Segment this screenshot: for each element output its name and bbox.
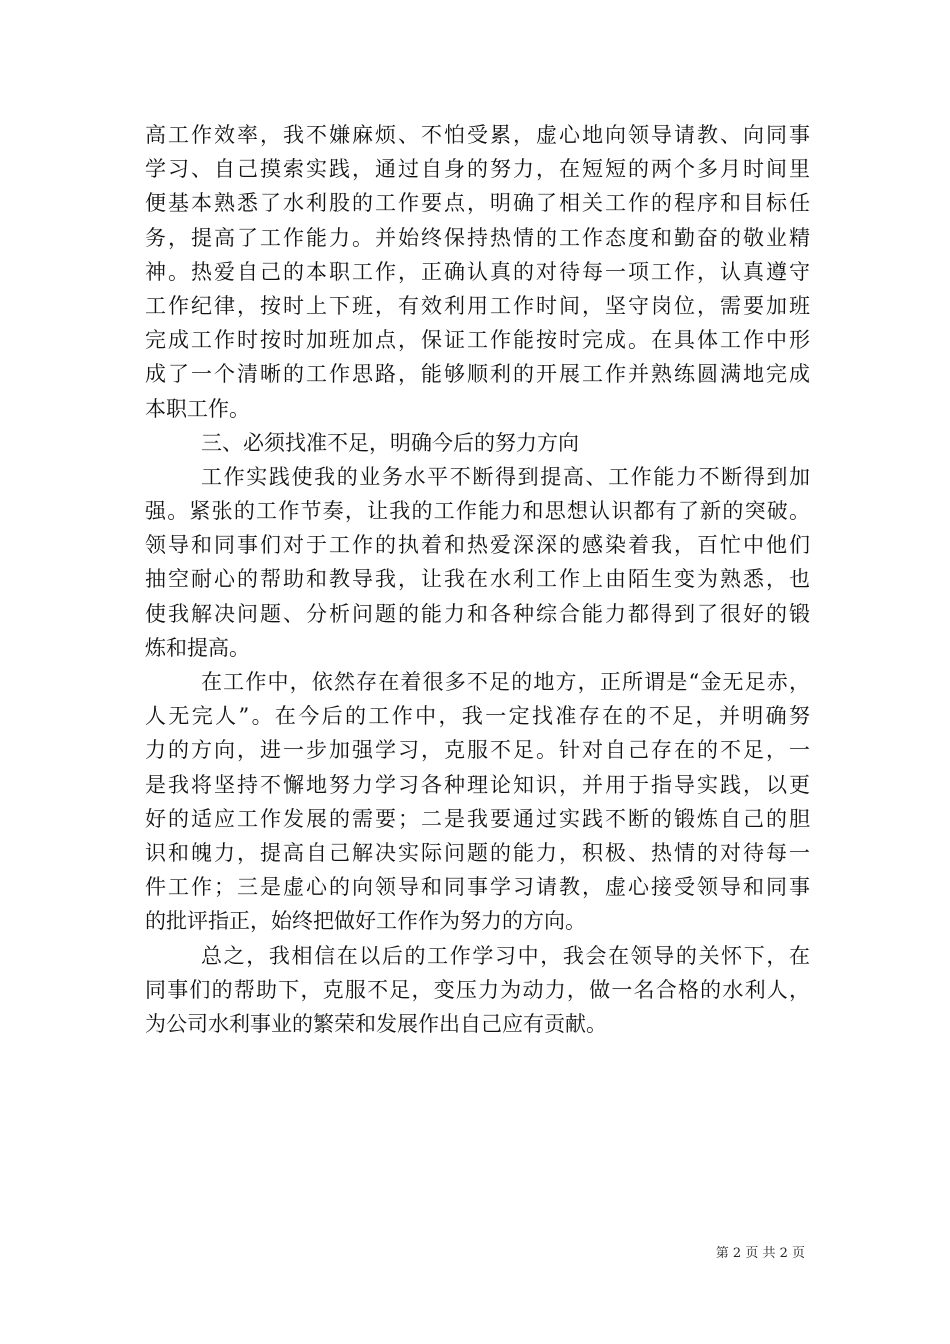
text-line: 高工作效率，我不嫌麻烦、不怕受累，虚心地向领导请教、向同事 xyxy=(145,123,810,147)
text-line: 炼和提高。 xyxy=(145,635,250,660)
text-line: 本职工作。 xyxy=(145,396,250,421)
text-line: 好的适应工作发展的需要；二是我要通过实践不断的锻炼自己的胆 xyxy=(145,806,810,831)
text-line: 件工作；三是虚心的向领导和同事学习请教，虚心接受领导和同事 xyxy=(145,875,810,900)
text-line: 领导和同事们对于工作的执着和热爱深深的感染着我，百忙中他们 xyxy=(145,533,810,558)
text-line: 是我将坚持不懈地努力学习各种理论知识，并用于指导实践，以更 xyxy=(145,772,810,797)
document-body xyxy=(145,118,810,1041)
text-line: 务，提高了工作能力。并始终保持热情的工作态度和勤奋的敬业精 xyxy=(145,225,810,250)
text-line: 成了一个清晰的工作思路，能够顺利的开展工作并熟练圆满地完成 xyxy=(145,362,810,387)
section-heading: 三、必须找准不足，明确今后的努力方向 xyxy=(201,430,579,455)
text-line: 工作实践使我的业务水平不断得到提高、工作能力不断得到加 xyxy=(201,464,810,489)
text-line: 工作纪律，按时上下班，有效利用工作时间，坚守岗位，需要加班 xyxy=(145,293,810,318)
text-line: 为公司水利事业的繁荣和发展作出自己应有贡献。 xyxy=(145,1011,607,1036)
text-line: 总之，我相信在以后的工作学习中，我会在领导的关怀下，在 xyxy=(201,943,810,968)
text-line: 使我解决问题、分析问题的能力和各种综合能力都得到了很好的锻 xyxy=(145,601,810,626)
page-number: 第 2 页 共 2 页 xyxy=(715,1246,805,1261)
text-line: 学习、自己摸索实践，通过自身的努力，在短短的两个多月时间里 xyxy=(145,157,810,182)
text-line: 力的方向，进一步加强学习，克服不足。针对自己存在的不足，一 xyxy=(145,738,810,763)
text-line: 人无完人”。在今后的工作中，我一定找准存在的不足，并明确努 xyxy=(145,704,810,729)
text-line: 强。紧张的工作节奏，让我的工作能力和思想认识都有了新的突破。 xyxy=(145,499,810,524)
text-line: 便基本熟悉了水利股的工作要点，明确了相关工作的程序和目标任 xyxy=(145,191,810,216)
text-line: 的批评指正，始终把做好工作作为努力的方向。 xyxy=(145,909,586,934)
text-line: 在工作中，依然存在着很多不足的地方，正所谓是“金无足赤， xyxy=(201,670,810,694)
text-line: 抽空耐心的帮助和教导我，让我在水利工作上由陌生变为熟悉，也 xyxy=(145,567,810,592)
text-line: 神。热爱自己的本职工作，正确认真的对待每一项工作，认真遵守 xyxy=(145,259,810,284)
text-line: 完成工作时按时加班加点，保证工作能按时完成。在具体工作中形 xyxy=(145,328,810,353)
text-line: 识和魄力，提高自己解决实际问题的能力，积极、热情的对待每一 xyxy=(145,840,810,865)
text-line: 同事们的帮助下，克服不足，变压力为动力，做一名合格的水利人， xyxy=(145,977,810,1002)
